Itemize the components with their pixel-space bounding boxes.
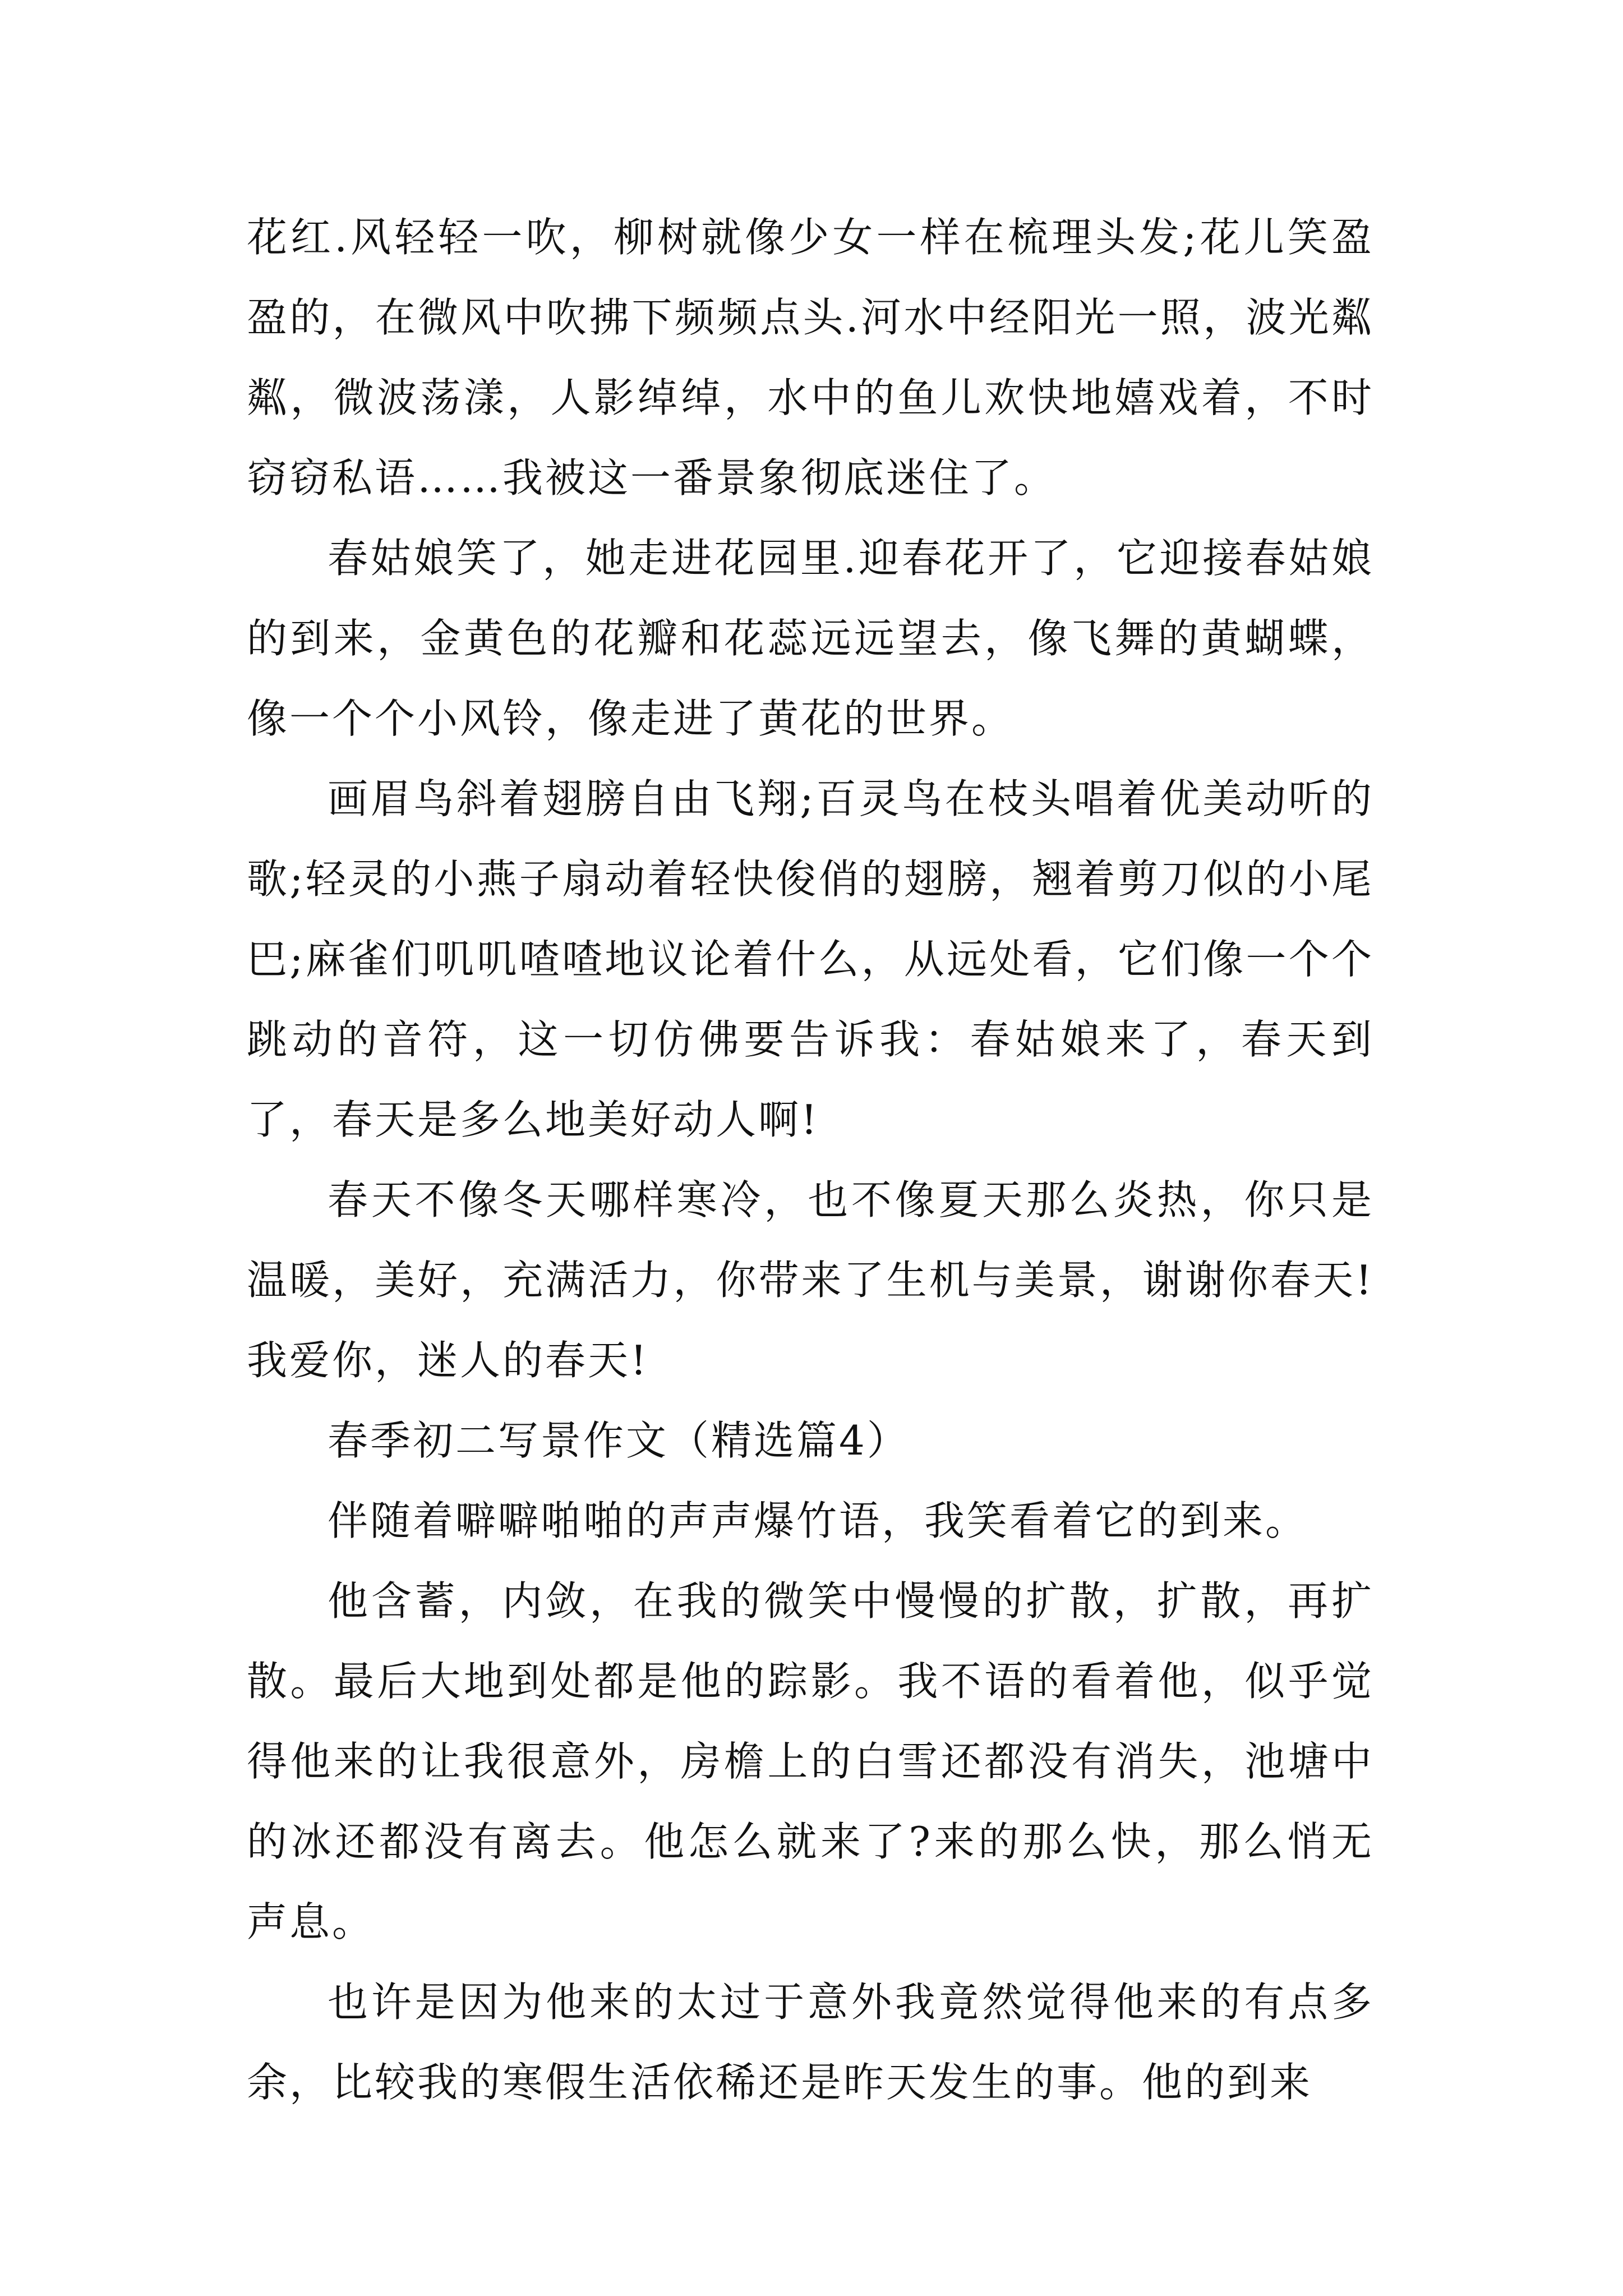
section-heading: 春季初二写景作文（精选篇4） bbox=[328, 1417, 910, 1464]
paragraph-6: 他含蓄，内敛，在我的微笑中慢慢的扩散，扩散，再扩散。最后大地到处都是他的踪影。我不语的看着他，似乎觉得他来的让我很意外，房檐上的白雪还都没有消失，池塘中的冰还都没有离去。他怎么就来了?来的那么快，那么悄无声息。 bbox=[247, 1577, 1374, 1945]
paragraph-2: 春姑娘笑了，她走进花园里.迎春花开了，它迎接春姑娘的到来，金黄色的花瓣和花蕊远远望去，像飞舞的黄蝴蝶，像一个个小风铃，像走进了黄花的世界。 bbox=[247, 535, 1374, 742]
paragraph-5: 伴随着噼噼啪啪的声声爆竹语，我笑看着它的到来。 bbox=[328, 1497, 1308, 1544]
paragraph-4: 春天不像冬天哪样寒冷，也不像夏天那么炎热，你只是温暖，美好，充满活力，你带来了生机与美景，谢谢你春天!我爱你，迷人的春天! bbox=[247, 1176, 1374, 1384]
paragraph-7: 也许是因为他来的太过于意外我竟然觉得他来的有点多余，比较我的寒假生活依稀还是昨天发生的事。他的到来 bbox=[247, 1978, 1374, 2106]
body-text bbox=[247, 197, 1374, 2123]
paragraph-3: 画眉鸟斜着翅膀自由飞翔;百灵鸟在枝头唱着优美动听的歌;轻灵的小燕子扇动着轻快俊俏的翅膀，翘着剪刀似的小尾巴;麻雀们叽叽喳喳地议论着什么，从远处看，它们像一个个跳动的音符，这一切仿佛要告诉我：春姑娘来了，春天到了，春天是多么地美好动人啊! bbox=[247, 775, 1374, 1143]
paragraph-1: 花红.风轻轻一吹，柳树就像少女一样在梳理头发;花儿笑盈盈的，在微风中吹拂下频频点头.河水中经阳光一照，波光粼粼，微波荡漾，人影绰绰，水中的鱼儿欢快地嬉戏着，不时窃窃私语……我被这一番景象彻底迷住了。 bbox=[247, 214, 1374, 501]
